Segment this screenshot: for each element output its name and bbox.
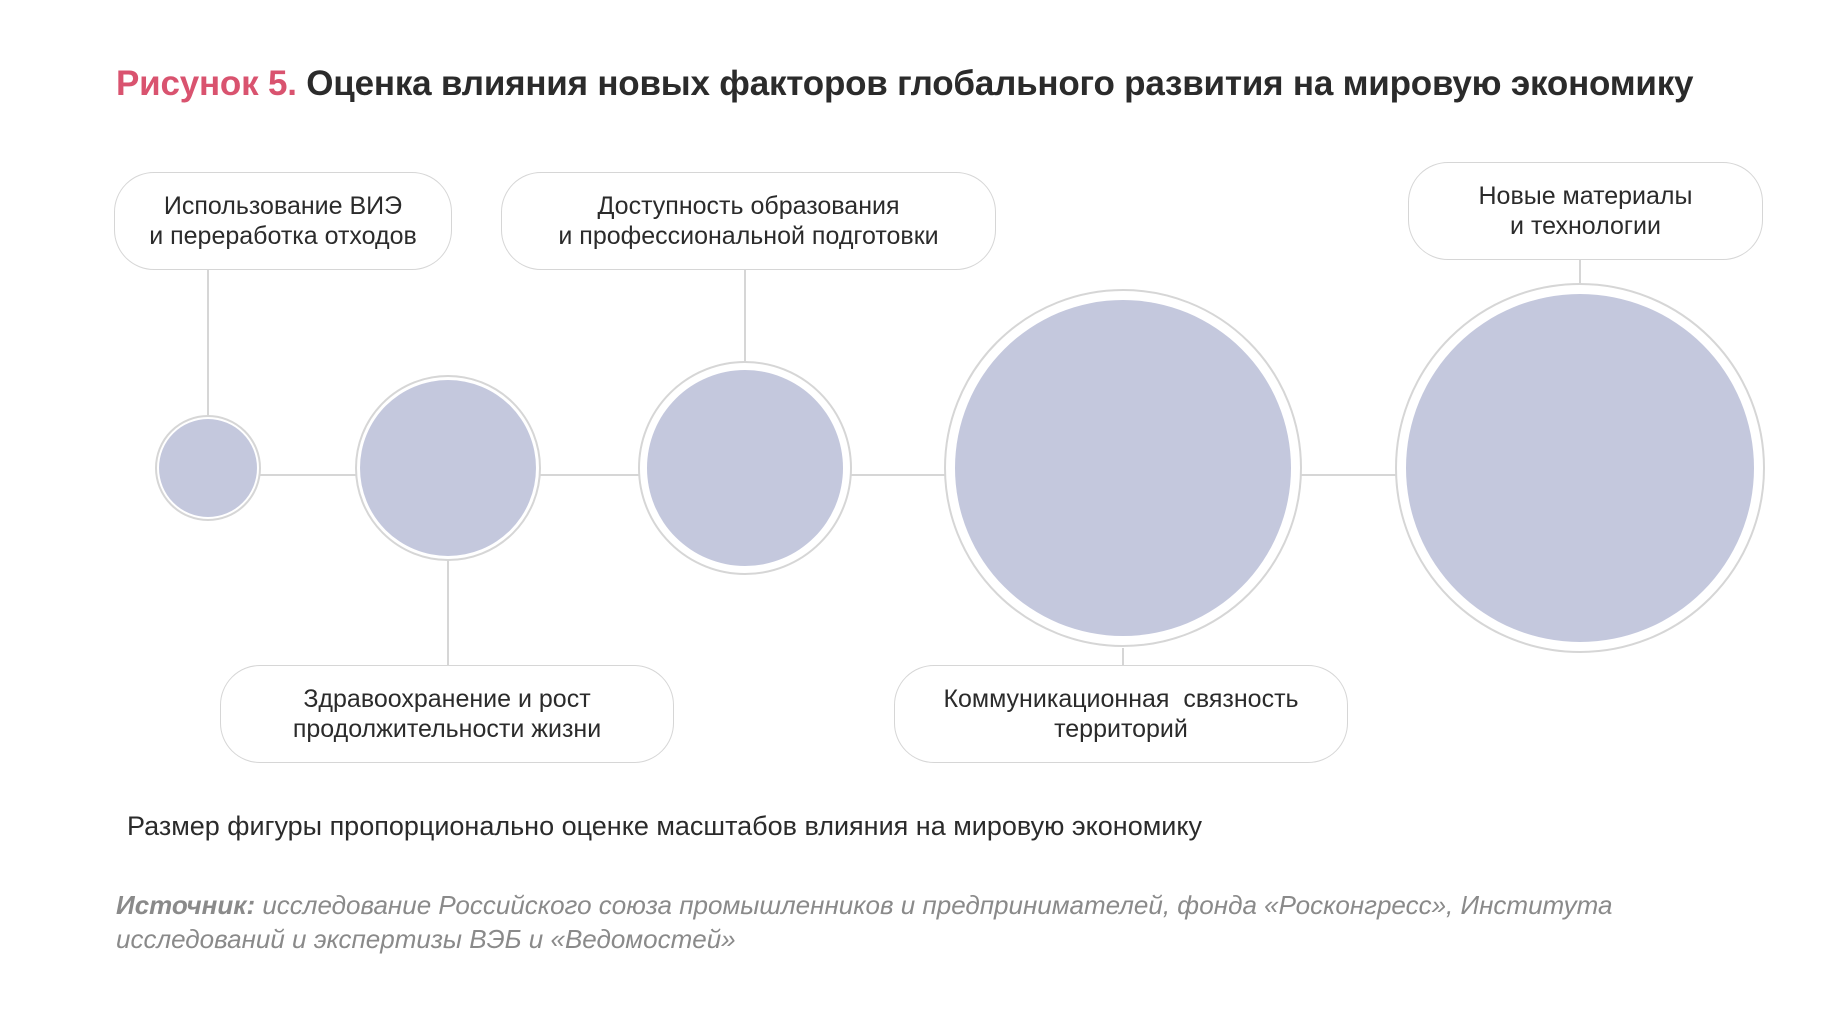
circle-healthcare bbox=[360, 380, 536, 556]
label-education bbox=[501, 172, 996, 270]
label-education-line1: Доступность образования bbox=[597, 192, 900, 220]
source-text: исследование Российского союза промышленников и предпринимателей, фонда «Росконгресс», Института исследований и экспертизы ВЭБ и «Ведомостей» bbox=[116, 890, 1613, 954]
label-materials bbox=[1408, 162, 1763, 260]
label-materials-line2: и технологии bbox=[1510, 212, 1661, 240]
label-connectivity-line1: Коммуникационная связность bbox=[943, 685, 1299, 713]
label-healthcare-line1: Здравоохранение и рост bbox=[303, 685, 591, 713]
label-education-line2: и профессиональной подготовки bbox=[558, 222, 939, 250]
figure-number: Рисунок 5. bbox=[116, 64, 297, 103]
size-note: Размер фигуры пропорционально оценке масштабов влияния на мировую экономику bbox=[127, 811, 1202, 841]
label-connectivity bbox=[894, 665, 1348, 763]
label-renewables-line1: Использование ВИЭ bbox=[163, 192, 403, 220]
label-healthcare bbox=[220, 665, 674, 763]
source-note bbox=[116, 888, 1756, 956]
label-healthcare-line2: продолжительности жизни bbox=[292, 715, 602, 743]
circle-materials bbox=[1406, 294, 1754, 642]
circle-connectivity bbox=[955, 300, 1291, 636]
figure-title-text: Оценка влияния новых факторов глобального развития на мировую экономику bbox=[306, 64, 1694, 103]
label-connectivity-line2: территорий bbox=[1054, 715, 1188, 743]
circle-renewables bbox=[159, 419, 257, 517]
label-materials-line1: Новые материалы bbox=[1478, 182, 1693, 210]
label-renewables-line2: и переработка отходов bbox=[149, 222, 417, 250]
label-renewables bbox=[114, 172, 452, 270]
source-label: Источник: bbox=[116, 890, 256, 920]
circle-education bbox=[647, 370, 843, 566]
